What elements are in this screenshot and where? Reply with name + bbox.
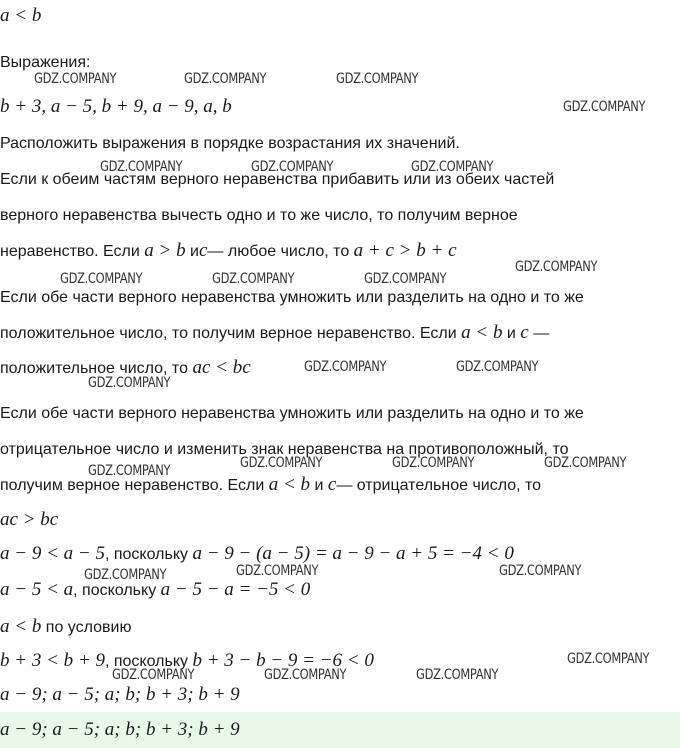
expressions-label: Выражения: (0, 54, 91, 71)
rule1-text2: — любое число, то (207, 243, 350, 260)
watermark: GDZ.COMPANY (60, 271, 143, 287)
rule1-line3 (0, 240, 457, 263)
watermark: GDZ.COMPANY (236, 563, 319, 579)
step2-math2: a − 5 − a = −5 < 0 (160, 579, 311, 600)
task-statement: Расположить выражения в порядке возрастания их значений. (0, 135, 460, 152)
rule1-text: неравенство. Если (0, 243, 140, 260)
watermark: GDZ.COMPANY (544, 455, 627, 471)
step1-math1: a − 9 < a − 5 (0, 543, 105, 564)
rule2-c: c (520, 322, 529, 343)
step2-text: , поскольку (73, 582, 157, 599)
watermark: GDZ.COMPANY (34, 71, 117, 87)
rule3-text2: — отрицательное число, то (336, 477, 542, 494)
watermark: GDZ.COMPANY (184, 71, 267, 87)
watermark: GDZ.COMPANY (567, 651, 650, 667)
step3-math1: a < b (0, 616, 42, 637)
rule2-text: положительное число, то получим верное неравенство. Если (0, 325, 457, 342)
final-answer: a − 9; a − 5; a; b; b + 3; b + 9 (0, 719, 240, 740)
step4-math1: b + 3 < b + 9 (0, 650, 105, 671)
rule2-dash: — (533, 325, 550, 342)
watermark: GDZ.COMPANY (411, 159, 494, 175)
rule3-and: и (314, 477, 324, 494)
order-result: a − 9; a − 5; a; b; b + 3; b + 9 (0, 684, 240, 705)
watermark: GDZ.COMPANY (499, 563, 582, 579)
watermark: GDZ.COMPANY (515, 259, 598, 275)
watermark: GDZ.COMPANY (240, 455, 323, 471)
step4-math2: b + 3 − b − 9 = −6 < 0 (192, 650, 374, 671)
rule2-text3: положительное число, то (0, 360, 188, 377)
step3-text: по условию (45, 619, 132, 636)
step4-text: , поскольку (104, 653, 188, 670)
rule1-math1: a > b (144, 240, 186, 261)
step1-math2: a − 9 − (a − 5) = a − 9 − a + 5 = −4 < 0 (192, 543, 514, 564)
condition-inequality: a < b (0, 5, 42, 26)
rule2-math1: a < b (461, 322, 503, 343)
rule1-math2: a + c > b + c (353, 240, 457, 261)
step1-text: , поскольку (104, 546, 188, 563)
step2-math1: a − 5 < a (0, 579, 74, 600)
watermark: GDZ.COMPANY (392, 455, 475, 471)
expressions-list: b + 3, a − 5, b + 9, a − 9, a, b (0, 96, 232, 117)
watermark: GDZ.COMPANY (212, 271, 295, 287)
rule1-and: и (190, 243, 199, 260)
watermark: GDZ.COMPANY (251, 159, 334, 175)
watermark: GDZ.COMPANY (563, 99, 646, 115)
watermark: GDZ.COMPANY (364, 271, 447, 287)
watermark: GDZ.COMPANY (100, 159, 183, 175)
rule3-math2: ac > bc (0, 509, 59, 530)
rule3-line3 (0, 474, 541, 497)
watermark: GDZ.COMPANY (304, 359, 387, 375)
rule2-math2: ac < bc (192, 357, 251, 378)
rule3-text: получим верное неравенство. Если (0, 477, 265, 494)
step3 (0, 616, 131, 639)
rule3-math1: a < b (268, 474, 311, 495)
watermark: GDZ.COMPANY (456, 359, 539, 375)
rule2-line1: Если обе части верного неравенства умножить или разделить на одно и то же (0, 289, 584, 306)
rule1-line2: верного неравенства вычесть одно и то же число, то получим верное (0, 207, 518, 224)
watermark: GDZ.COMPANY (84, 567, 167, 583)
watermark: GDZ.COMPANY (264, 667, 347, 683)
watermark: GDZ.COMPANY (88, 463, 171, 479)
watermark: GDZ.COMPANY (88, 375, 171, 391)
watermark: GDZ.COMPANY (336, 71, 419, 87)
rule2-and: и (506, 325, 516, 342)
rule1-c: c (198, 240, 208, 261)
rule3-line2: отрицательное число и изменить знак неравенства на противоположный, то (0, 441, 569, 458)
watermark: GDZ.COMPANY (416, 667, 499, 683)
rule2-line2 (0, 322, 549, 345)
rule1-line1: Если к обеим частям верного неравенства прибавить или из обеих частей (0, 171, 555, 188)
rule3-line1: Если обе части верного неравенства умножить или разделить на одно и то же (0, 405, 584, 422)
rule3-c: c (327, 474, 337, 495)
watermark: GDZ.COMPANY (112, 667, 195, 683)
